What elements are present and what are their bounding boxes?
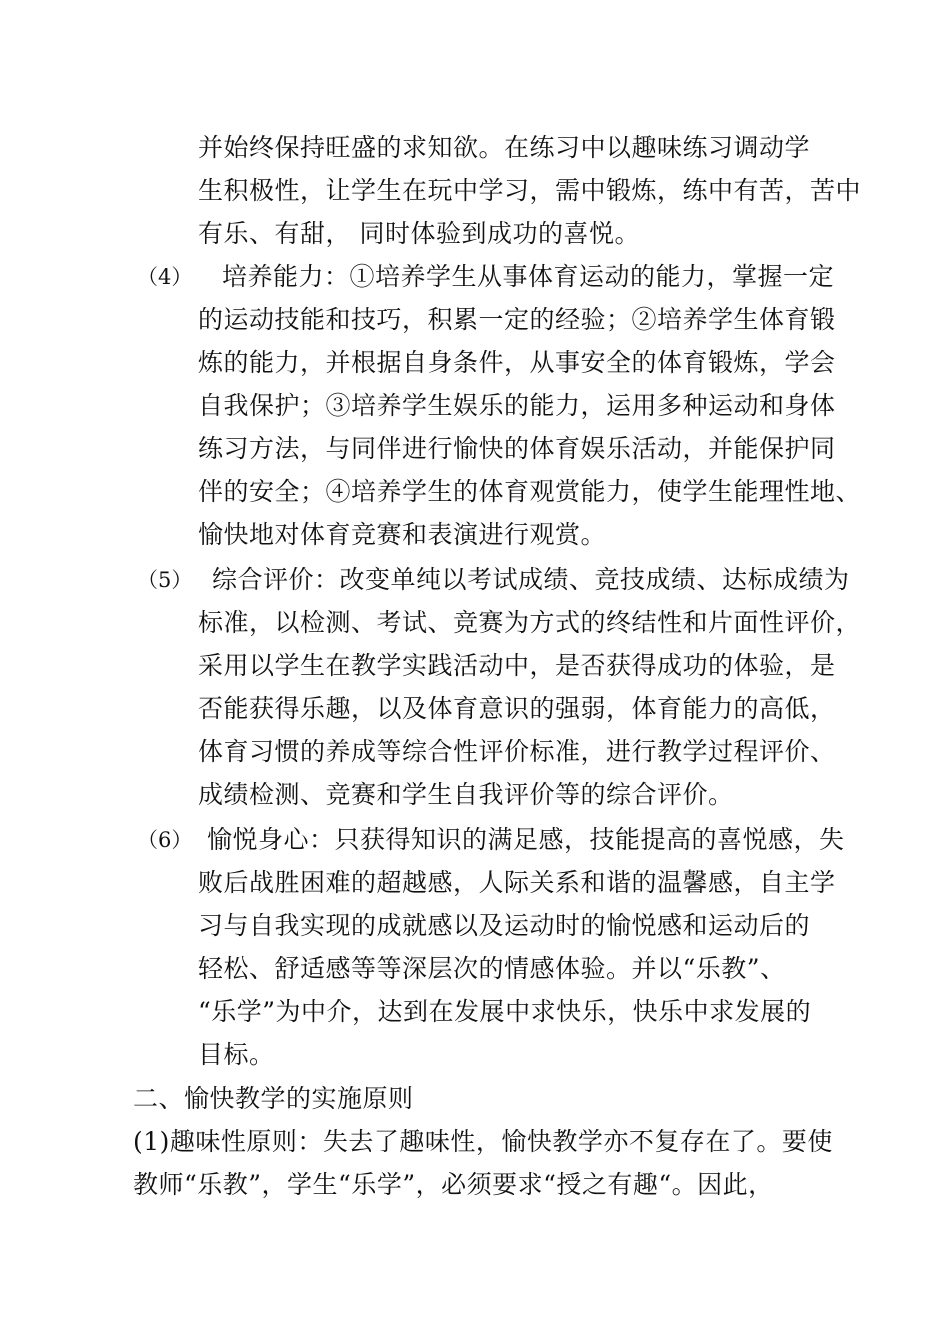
item-6-line-2: 败后战胜困难的超越感，人际关系和谐的温馨感，自主学 xyxy=(198,868,836,897)
item-5-line-6: 成绩检测、竞赛和学生自我评价等的综合评价。 xyxy=(198,780,734,809)
item-6-line-6: 目标。 xyxy=(198,1040,275,1069)
item-4-line-1: 培养能力：①培养学生从事体育运动的能力，掌握一定 xyxy=(222,262,835,291)
item-4-line-6: 伴的安全；④培养学生的体育观赏能力，使学生能理性地、 xyxy=(198,477,862,506)
item-4-line-4: 自我保护；③培养学生娱乐的能力，运用多种运动和身体 xyxy=(198,391,836,420)
item-5-number: （5） xyxy=(137,568,193,592)
item-5-line-2: 标准，以检测、考试、竞赛为方式的终结性和片面性评价， xyxy=(198,608,862,637)
item-4-line-7: 愉快地对体育竞赛和表演进行观赏。 xyxy=(198,520,607,549)
principle-line-1: (1)趣味性原则：失去了趣味性，愉快教学亦不复存在了。要使 xyxy=(133,1127,833,1156)
item-4-line-5: 练习方法，与同伴进行愉快的体育娱乐活动，并能保护同 xyxy=(198,434,836,463)
continuation-line-1: 并始终保持旺盛的求知欲。在练习中以趣味练习调动学 xyxy=(198,133,811,162)
item-6-line-5: “乐学”为中介，达到在发展中求快乐，快乐中求发展的 xyxy=(198,997,812,1026)
item-4-line-2: 的运动技能和技巧，积累一定的经验；②培养学生体育锻 xyxy=(198,305,836,334)
item-6-line-4: 轻松、舒适感等等深层次的情感体验。并以“乐教”、 xyxy=(198,954,786,983)
item-5-line-4: 否能获得乐趣，以及体育意识的强弱，体育能力的高低， xyxy=(198,694,836,723)
principle-line-2: 教师“乐教”，学生“乐学”，必须要求“授之有趣“。因此， xyxy=(133,1170,774,1199)
item-5-line-3: 采用以学生在教学实践活动中，是否获得成功的体验，是 xyxy=(198,651,836,680)
item-6-number: （6） xyxy=(137,828,193,852)
section-heading: 二、愉快教学的实施原则 xyxy=(133,1084,414,1113)
item-4-number: （4） xyxy=(137,265,193,289)
item-5-line-5: 体育习惯的养成等综合性评价标准，进行教学过程评价、 xyxy=(198,737,836,766)
continuation-line-3: 有乐、有甜， 同时体验到成功的喜悦。 xyxy=(198,219,640,248)
item-6-line-1: 愉悦身心：只获得知识的满足感，技能提高的喜悦感，失 xyxy=(207,825,845,854)
item-4-line-3: 炼的能力，并根据自身条件，从事安全的体育锻炼，学会 xyxy=(198,348,836,377)
item-5-line-1: 综合评价：改变单纯以考试成绩、竞技成绩、达标成绩为 xyxy=(212,565,850,594)
continuation-line-2: 生积极性，让学生在玩中学习，需中锻炼，练中有苦，苦中 xyxy=(198,176,862,205)
item-6-line-3: 习与自我实现的成就感以及运动时的愉悦感和运动后的 xyxy=(198,911,811,940)
